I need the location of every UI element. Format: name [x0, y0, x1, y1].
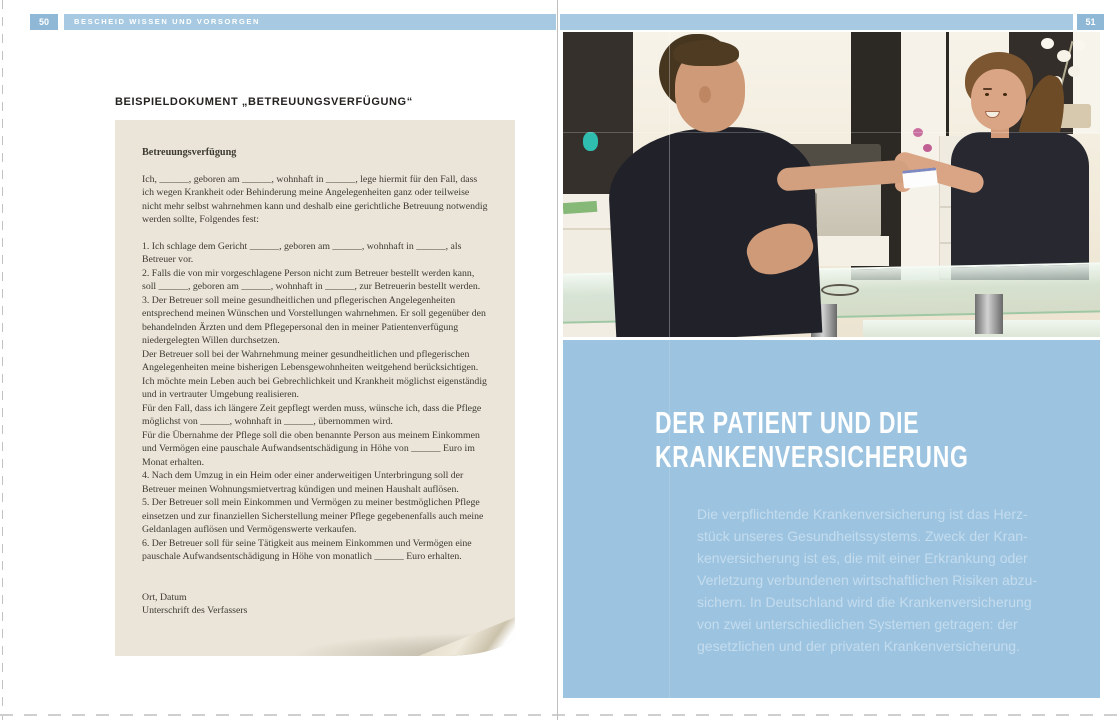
chapter-intro-line: von zwei unterschiedlichen Systemen getragen: der [697, 616, 1018, 632]
metal-stand [975, 294, 1003, 334]
white-orchid [1073, 40, 1085, 51]
reception-photo [563, 32, 1100, 337]
receptionist-brow [983, 88, 992, 90]
white-orchid [1041, 38, 1054, 49]
document-clause: Ich möchte mein Leben auch bei Gebrechlichkeit und Krankheit möglichst eigenständig und in vertrauter Umgebung realisieren. [142, 375, 487, 400]
document-clause: Für den Fall, dass ich längere Zeit gepflegt werden muss, wünsche ich, dass die Pflege möglichst von ______, wohnhaft in ______, übernommen wird. [142, 402, 482, 427]
document-clauses [142, 240, 488, 564]
chapter-title [655, 406, 969, 474]
chapter-intro-line: sichern. In Deutschland wird die Krankenversicherung [697, 594, 1032, 610]
insurance-card [902, 167, 938, 188]
signature-line: Unterschrift des Verfassers [142, 605, 248, 616]
white-orchid [1068, 66, 1081, 77]
chapter-intro-line: Die verpflichtende Krankenversicherung ist das Herz- [697, 506, 1028, 522]
chapter-intro-line: kenversicherung ist es, die mit einer Erkrankung oder [697, 550, 1028, 566]
eyeglasses [821, 284, 859, 296]
running-header-bar-right [560, 14, 1073, 30]
running-header-bar-left [64, 14, 556, 30]
running-header-text: BESCHEID WISSEN UND VORSORGEN [74, 17, 260, 26]
page-number-left: 50 [30, 14, 58, 30]
document-clause: 2. Falls die von mir vorgeschlagene Person nicht zum Betreuer bestellt werden kann, soll ______, geboren am ______, wohnhaft in ______, zur Betreuerin bestellt werden. [142, 267, 481, 292]
document-clause: 3. Der Betreuer soll meine gesundheitlichen und pflegerischen Angelegenheiten entsprechend meinen Wünschen und Vorstellungen wahrnehmen. Er soll gegenüber den behandelnden Ärzten und dem Pflegepersonal den in meiner Patientenverfügung niedergelegten Willen durchsetzen. [142, 294, 486, 346]
page-fold-line [557, 0, 558, 720]
sample-document-paper [115, 120, 515, 656]
chapter-intro-line: Verletzung verbundenen wirtschaftlichen Risiken abzu- [697, 572, 1038, 588]
document-clause: 6. Der Betreuer soll für seine Tätigkeit aus meinem Einkommen und Vermögen eine pauschale Aufwandsentschädigung in Höhe von monatlich ______ Euro erhalten. [142, 537, 472, 562]
document-title: Betreuungsverfügung [142, 147, 237, 158]
logo-glyph-icon [583, 132, 598, 151]
chapter-title-line-1: DER PATIENT UND DIE [655, 405, 920, 440]
chapter-intro-line: gesetzlichen und der privaten Krankenversicherung. [697, 638, 1020, 654]
section-heading: BEISPIELDOKUMENT „BETREUUNGSVERFÜGUNG“ [115, 96, 413, 108]
layout-guide-line [563, 132, 1100, 133]
document-signature [142, 591, 488, 618]
sample-document-text [142, 146, 488, 618]
receptionist-face [971, 69, 1026, 130]
chapter-block [563, 340, 1100, 698]
crop-mark-bottom [0, 714, 1117, 716]
document-clause: 4. Nach dem Umzug in ein Heim oder einer anderweitigen Unterbringung soll der Betreuer meinen Wohnungsmietvertrag kündigen und meinen Haushalt auflösen. [142, 470, 464, 495]
chapter-intro [697, 503, 1087, 657]
receptionist-body [951, 132, 1089, 280]
layout-guide-line [669, 32, 670, 337]
receptionist-eye [1003, 93, 1007, 96]
receptionist-eye [985, 93, 989, 96]
white-orchid [1057, 50, 1071, 62]
document-clause: Für die Übernahme der Pflege soll die oben benannte Person aus meinem Einkommen und Vermögen eine pauschale Aufwandsentschädigung in Höhe von ______ Euro im Monat erhalten. [142, 429, 480, 468]
pink-orchid [923, 144, 932, 152]
document-clause: Der Betreuer soll bei der Wahrnehmung meiner gesundheitlichen und pflegerischen Angelegenheiten meine bisherigen Lebensgewohnheiten weitgehend berücksichtigen. [142, 348, 479, 373]
chapter-intro-line: stück unseres Gesundheitssystems. Zweck der Kran- [697, 528, 1028, 544]
layout-guide-line [669, 340, 670, 698]
page-number-right: 51 [1077, 14, 1104, 30]
patient-ear [699, 86, 711, 103]
folder [563, 201, 597, 214]
crop-mark-left [2, 0, 3, 720]
chapter-title-line-2: KRANKENVERSICHERUNG [655, 439, 969, 474]
document-clause: 1. Ich schlage dem Gericht ______, geboren am ______, wohnhaft in ______, als Betreuer vor. [142, 240, 462, 265]
signature-line: Ort, Datum [142, 591, 187, 603]
document-intro: Ich, ______, geboren am ______, wohnhaft in ______, lege hiermit für den Fall, dass ich wegen Krankheit oder Behinderung meine Angelegenheiten ganz oder teilweise nicht mehr selbst wahrnehmen kann und deshalb eine gerichtliche Betreuung notwendig werden sollte, Folgendes fest: [142, 173, 488, 225]
patient-hair-fringe [673, 40, 739, 66]
document-clause: 5. Der Betreuer soll mein Einkommen und Vermögen zu meiner bestmöglichen Pflege einsetzen und zur finanziellen Sicherstellung meiner Pflege gegebenenfalls auch meine Geldanlagen auflösen und Vermögenswerte verkaufen. [142, 497, 484, 535]
